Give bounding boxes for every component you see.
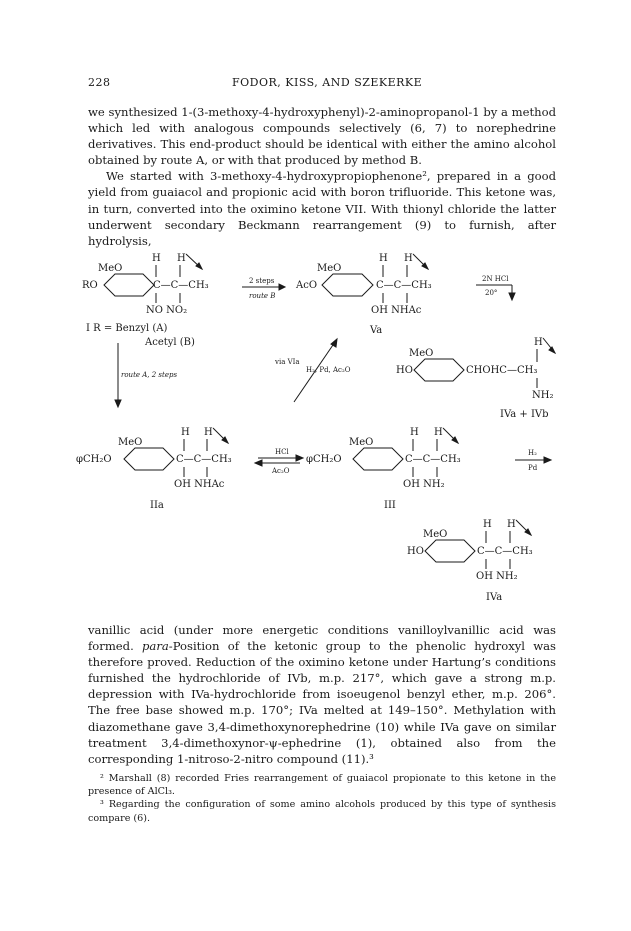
structure-IVab-substituents: NH₂ [532, 390, 554, 401]
structure-III-r: φCH₂O [306, 454, 342, 465]
structure-I-meo: MeO [98, 263, 123, 274]
structure-Va-chain: C—C—CH₃ [376, 280, 432, 291]
structure-IVab-h1: H [534, 337, 543, 348]
structure-Va-label: Va [370, 325, 383, 336]
page-number: 228 [88, 76, 111, 89]
structure-IVa-h2: H [507, 519, 516, 530]
structure-Va [295, 253, 432, 336]
structure-IVa-chain: C—C—CH₃ [477, 546, 533, 557]
structure-Va-h1: H [379, 253, 388, 264]
structure-I-label: I R = Benzyl (A) [86, 323, 168, 334]
structure-I-chain: C—C—CH₃ [153, 280, 209, 291]
arrow-h2-pd-bottom: Pd [528, 464, 538, 472]
structure-III [306, 427, 461, 511]
arrow-route-A [115, 343, 177, 407]
structure-IVab-label: IVa + IVb [500, 409, 549, 420]
structure-IVa-meo: MeO [423, 529, 448, 540]
structure-IVa-substituents: OH NH₂ [476, 571, 518, 582]
structure-IIa-h2: H [204, 427, 213, 438]
structure-I [82, 253, 209, 348]
structure-Va-h2: H [404, 253, 413, 264]
arrow-h2-pd-top: H₂ [528, 449, 537, 457]
structure-III-label: III [384, 500, 396, 511]
arrow-via-VIa-top: via VIa [275, 358, 300, 366]
arrow-route-B [242, 277, 285, 300]
structure-Va-r: AcO [296, 280, 318, 291]
body-text [88, 622, 556, 767]
arrow-hcl-ac2o-bottom: Ac₂O [272, 467, 290, 475]
intro-paragraph-2: We started with 3-methoxy-4-hydroxypropiophenone², prepared in a good yield from guaiacol and propionic acid with boron trifluoride. This ketone was, in turn, converted into the oximino ketone VII. With thionyl chloride the latter underwent secondary Beckmann rearrangement (9) to furnish, after hydrolysis, [88, 169, 556, 248]
arrow-route-A-label: route A, 2 steps [121, 371, 178, 379]
arrow-hcl-top: 2N HCl [482, 275, 509, 283]
arrow-via-VIa [274, 339, 351, 402]
footnote-2: ² Marshall (8) recorded Fries rearrangement of guaiacol propionate to this ketone in the presence of AlCl₃. [88, 773, 556, 798]
footnotes [88, 772, 556, 825]
arrow-route-B-bottom: route B [249, 292, 276, 300]
structure-I-label2: Acetyl (B) [145, 337, 195, 348]
structure-I-substituents: NO NO₂ [146, 305, 188, 316]
running-title: FODOR, KISS, AND SZEKERKE [232, 76, 423, 89]
arrow-hcl-ac2o-top: HCl [275, 448, 289, 456]
arrow-hcl-bottom: 20° [485, 289, 498, 297]
structure-IVa-IVb [396, 337, 555, 420]
structure-III-substituents: OH NH₂ [403, 479, 445, 490]
body-p3-italic: para [142, 639, 169, 654]
body-p3-start: vanillic acid (under more energetic conditions vanilloylvanillic acid was formed. [88, 623, 556, 654]
structure-IIa-label: IIa [150, 500, 164, 511]
structure-I-r: RO [82, 280, 98, 291]
structure-IVa-h1: H [483, 519, 492, 530]
structure-IIa-h1: H [181, 427, 190, 438]
intro-text [88, 104, 556, 249]
structure-I-h2: H [177, 253, 186, 264]
structure-IIa-chain: C—C—CH₃ [176, 454, 232, 465]
body-paragraph-3 [88, 622, 556, 767]
structure-IIa-meo: MeO [118, 437, 143, 448]
structure-IVa [407, 519, 533, 603]
arrow-hcl [476, 275, 515, 300]
structure-III-meo: MeO [349, 437, 374, 448]
structure-IIa-r: φCH₂O [76, 454, 112, 465]
structure-III-h1: H [410, 427, 419, 438]
arrow-hcl-ac2o [255, 448, 303, 475]
structure-IVa-label: IVa [486, 592, 503, 603]
arrow-route-B-top: 2 steps [249, 277, 275, 285]
structure-IVab-r: HO [396, 365, 413, 376]
arrow-h2-pd [515, 449, 551, 472]
structure-III-h2: H [434, 427, 443, 438]
intro-paragraph-1: we synthesized 1-(3-methoxy-4-hydroxyphenyl)-2-aminopropanol-1 by a method which led with analogous compounds selectively (6, 7) to norephedrine derivatives. This end-product should be identical with either the amino alcohol obtained by route A, or with that produced by method B. [88, 105, 556, 168]
reaction-scheme [0, 245, 631, 615]
structure-III-chain: C—C—CH₃ [405, 454, 461, 465]
arrow-via-VIa-bottom: H₂, Pd, Ac₂O [306, 366, 351, 374]
structure-IVab-chain: CHOHC—CH₃ [466, 365, 538, 376]
structure-IVa-r: HO [407, 546, 424, 557]
structure-IVab-meo: MeO [409, 348, 434, 359]
structure-IIa-substituents: OH NHAc [174, 479, 225, 490]
footnote-3: ³ Regarding the configuration of some amino alcohols produced by this type of synthesis compare (6). [88, 799, 556, 824]
body-p3-rest: -Position of the ketonic group to the phenolic hydroxyl was therefore proved. Reduction of the oximino ketone under Hartung’s conditions furnished the hydrochloride of IVb, m.p. 217°, which gave a strong m.p. depression with IVa-hydrochloride from isoeugenol benzyl ether, m.p. 206°. The free base showed m.p. 170°; IVa melted at 149–150°. Methylation with diazomethane gave 3,4-dimethoxynorephedrine (10) while IVa gave on similar treatment 3,4-dimethoxynor-ψ-ephedrine (1), obtained also from the corresponding 1-nitroso-2-nitro compound (11).³ [88, 639, 556, 766]
structure-Va-meo: MeO [317, 263, 342, 274]
structure-I-h1: H [152, 253, 161, 264]
structure-IIa [76, 427, 232, 511]
structure-Va-substituents: OH NHAc [371, 305, 422, 316]
